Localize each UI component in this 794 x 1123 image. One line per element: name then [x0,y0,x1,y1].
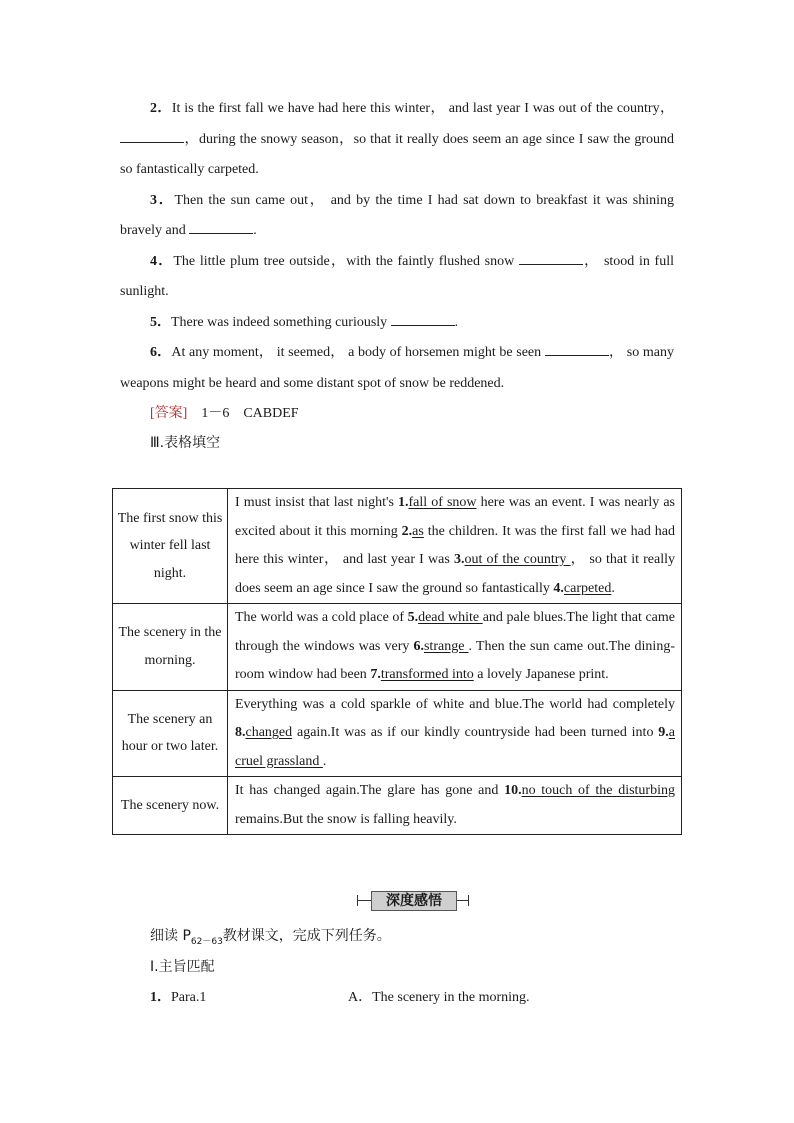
section-heading-main-idea: Ⅰ.主旨匹配 [150,959,215,975]
blank-number: 2. [401,523,413,539]
blank-number: 9. [658,725,669,740]
table-text-cell: I must insist that last night's 1.fall of snow here was an event. I was nearly as excited about it this morning 2.as the children. It was the first fall we had had here this winter， and last year I was 3.out of the country ， so that it really does seem an age since I saw the ground so fantastically 4.carpeted. [228,489,682,604]
answer-blank [391,311,455,326]
filled-answer: transformed into [380,667,474,682]
table-topic-cell: The scenery now. [113,777,228,835]
table-topic-cell: The first snow this winter fell last night. [113,489,228,604]
blank-number: 5. [407,610,419,625]
blank-number: 7. [370,667,381,682]
filled-answer: a cruel grassland [235,725,675,769]
filled-answer: no touch of the disturbing [521,783,675,798]
filled-answer: carpeted [563,580,612,596]
blank-number: 10. [504,783,522,798]
blank-number: 1. [398,495,409,510]
table-row [113,777,682,835]
task-instruction: 细读 $P_{62-63}$教材课文，完成下列任务。 [150,928,391,947]
table-text-cell: The world was a cold place of 5.dead white and pale blues.The light that came through the windows was very 6.strange . Then the sun came out.The dining-room window had been 7.transformed into a lovely Japanese print. [228,604,682,691]
answer-label: [答案] [150,406,188,421]
blank-number: 3. [453,552,465,567]
table-text-cell: It has changed again.The glare has gone and 10.no touch of the disturbing remains.But the snow is falling heavily. [228,777,682,835]
table-row [113,604,682,691]
answer-blank [519,250,583,265]
filled-answer: out of the country [464,552,571,567]
exercise-content [120,94,674,457]
filled-answer: strange [423,638,469,654]
banner-title: 深度感悟 [371,891,457,911]
question-3: 3．Then the sun came out， and by the time I had sat down to breakfast it was shining bravely and . [120,192,675,238]
blank-number: 6. [413,638,424,654]
filled-answer: changed [245,725,293,740]
question-2: 2．It is the first fall we have had here this winter， and last year I was out of the country，，during the snowy season，so that it really does seem an age since I saw the ground so fantastically carpeted. [120,101,674,177]
filled-answer: fall of snow [408,495,477,510]
question-4: 4．The little plum tree outside，with the faintly flushed snow ， stood in full sunlight. [120,247,674,308]
answer-blank [189,219,253,234]
match-option-a: A．The scenery in the morning. [348,990,530,1005]
filled-answer: as [412,523,424,539]
question-6: 6．At any moment， it seemed， a body of horsemen might be seen ， so many weapons might be heard and some distant spot of snow be reddened. [120,338,674,399]
question-5: 5．There was indeed something curiously . [120,308,674,339]
table-row [113,489,682,604]
table-topic-cell: The scenery in the morning. [113,604,228,691]
table-text-cell: Everything was a cold sparkle of white and blue.The world had completely 8.changed again.It was as if our kindly countryside had been turned into 9.a cruel grassland . [228,690,682,777]
section-heading-table-fill: Ⅲ.表格填空 [150,435,221,451]
table-row [113,690,682,777]
section-banner [357,891,469,911]
answer-text: 1－6 CABDEF [201,406,299,421]
answer-blank [120,128,184,143]
match-item-1: 1．Para.1 A．The scenery in the morning. [150,986,570,1010]
table-topic-cell: The scenery an hour or two later. [113,690,228,777]
answer-blank [545,341,609,356]
fill-in-table [112,488,682,835]
answer-key [120,399,674,429]
blank-number: 4. [553,580,564,596]
filled-answer: dead white [418,610,483,625]
blank-number: 8. [235,725,246,740]
